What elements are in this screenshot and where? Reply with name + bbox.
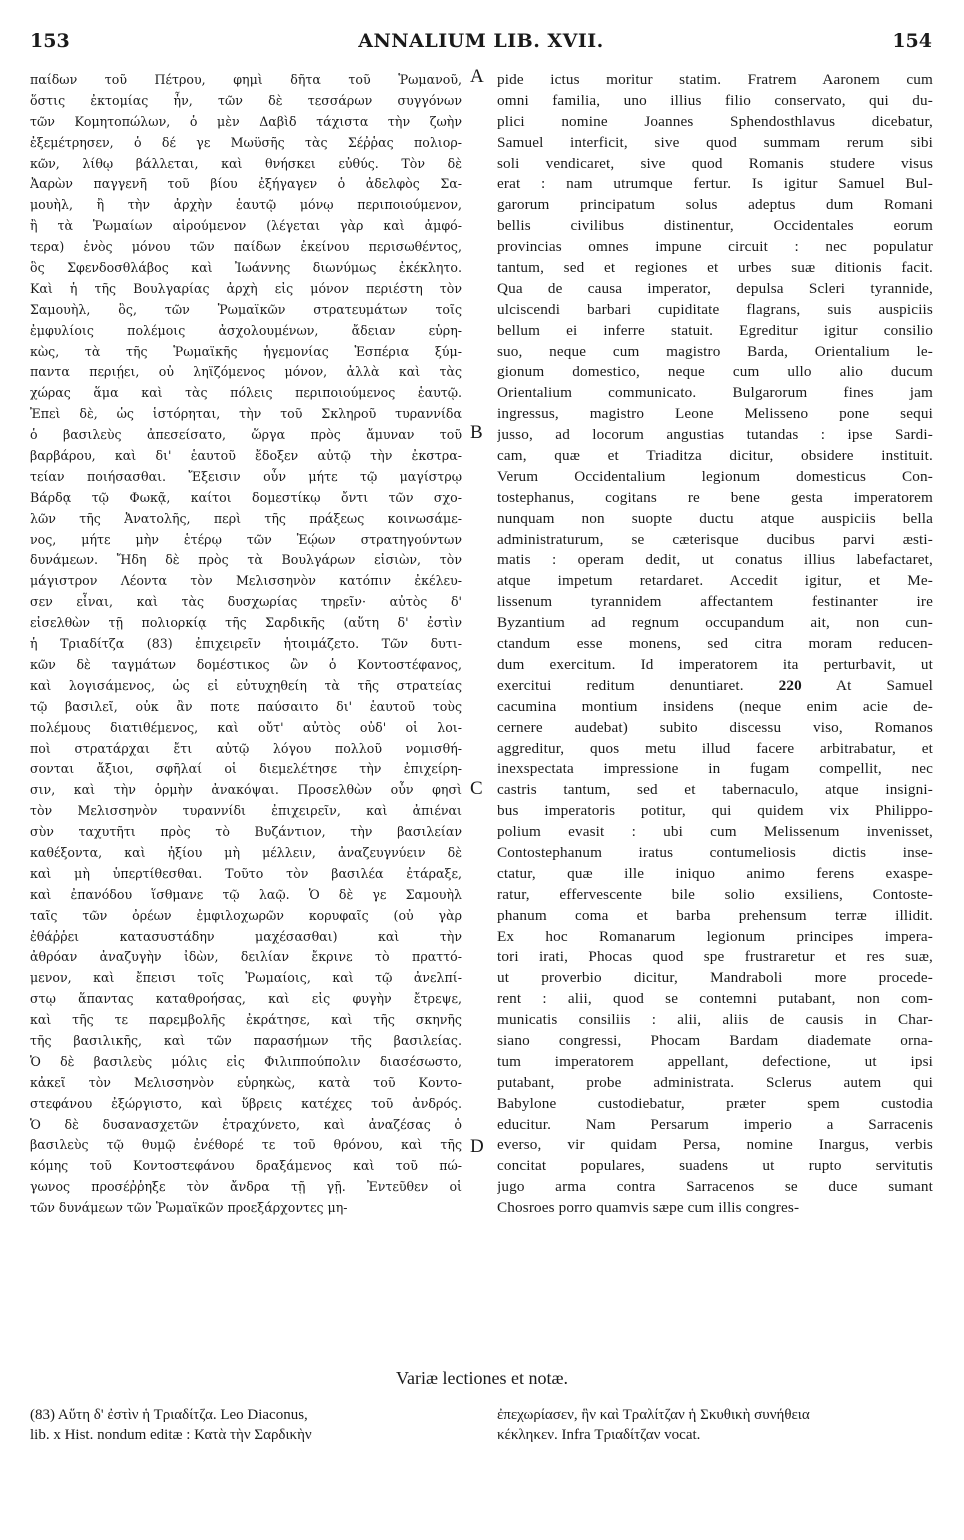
text-line: Βάρδᾳ τῷ Φωκᾷ, καίτοι δομεστίκῳ ὄντι τῶν σχο- — [30, 489, 462, 505]
text-line: everso, vir quidam Persa, nomine Inargus, verbis — [497, 1136, 933, 1154]
text-line: κἀκεῖ τὸν Μελισσηνὸν εὑρηκὼς, κατὰ τοῦ Κοντο- — [30, 1074, 462, 1090]
text-line: garorum principatum solus adeptus dum Romani — [497, 196, 933, 214]
text-line: ὅστις ἐκτομίας ἦν, τῶν δὲ τεσσάρων συγγόνων — [30, 92, 462, 108]
text-line: τερα) ἑνὸς μόνου τῶν παίδων ἐκείνου περισωθέντος, — [30, 239, 462, 255]
left-page-number: 153 — [30, 30, 70, 52]
text-line: ὁ βασιλεὺς ἀπεσείσατο, ὥργα πρὸς ἄμυναν τοῦ — [30, 427, 462, 443]
text-line: ἐξεμέτρησεν, ὁ δέ γε Μωϋσῆς τὰς Σέῤῥας πολιορ- — [30, 134, 462, 150]
text-line: putabant, probe administrata. Sclerus autem qui — [497, 1073, 933, 1091]
text-line: Ἐπεὶ δὲ, ὡς ἱστόρηται, τὴν τοῦ Σκληροῦ τυραννίδα — [30, 406, 462, 422]
text-line: Ὁ δὲ δυσανασχετῶν ἐτραχύνετο, καὶ ἀναζέσας ὁ — [30, 1116, 462, 1132]
text-line: ποὶ στρατάρχαι ἔτι αὐτῷ λόγου πολλοῦ νομισθή- — [30, 740, 462, 756]
text-line: κόμης τοῦ Κοντοστεφάνου δραξάμενος καὶ τοῦ πώ- — [30, 1158, 462, 1174]
text-line: erat : nam utrumque fertur. Is igitur Samuel Bul- — [497, 175, 933, 193]
text-line: Qua de causa imperator, depulsa Scleri tyrannide, — [497, 279, 933, 297]
text-line: παίδων τοῦ Πέτρου, φημὶ δῆτα τοῦ Ῥωμανοῦ, — [30, 72, 462, 87]
note-line: ἐπεχωρίασεν, ἣν καὶ Τραλίτζαν ἡ Σκυθικὴ συνήθεια — [497, 1407, 810, 1423]
text-line — [497, 676, 933, 697]
text-line: σεν εἶναι, καὶ τὰς δυσχωρίας τηρεῖν· αὐτὸς δ' — [30, 594, 462, 610]
text-line: στῳ ἅπαντας καταθροήσας, καὶ εἰς φυγὴν ἔτρεψε, — [30, 991, 462, 1007]
text-line: σονται ἄξιοι, σφῆλαί οἱ διεμελέτησε τὴν ἐπιχείρη- — [30, 761, 462, 777]
text-line: λῶν τῆς Ἀνατολῆς, περὶ τῆς πράξεως κοινωσάμε- — [30, 510, 462, 526]
text-line: concitat populares, suadens ut rupto servitutis — [497, 1157, 933, 1175]
note-line: κέκληκεν. Infra Τριαδίτζαν vocat. — [497, 1427, 701, 1443]
text-line: καὶ μὴ ὑπερτίθεσθαι. Τοῦτο τὸν βασιλέα ἐτάραξε, — [30, 865, 462, 881]
text-line: tum imperatorem appellant, defectione, ut ipsi — [497, 1052, 933, 1070]
text-line: εἰσελθὼν τῇ πολιορκίᾳ τῆς Σαρδικῆς (αὕτη δ' ἐστὶν — [30, 615, 462, 631]
text-line: στεφάνου ἐξώργιστο, καὶ ὕβρεις κατέχες τοῦ ἀνδρός. — [30, 1095, 462, 1111]
text-line: τῶν δυνάμεων τῶν Ῥωμαϊκῶν προεξάρχοντες μη- — [30, 1200, 348, 1216]
text-line: phanum coma et barba prehensum terræ illidit. — [497, 906, 933, 924]
text-line: siano congressi, Phocam Bardam diademate orna- — [497, 1031, 933, 1049]
text-line: matis : operam dedit, ut conatus illius labefactaret, — [497, 551, 933, 569]
text-line: cam, quæ et Triaditza dicitur, obsidere instituit. — [497, 447, 933, 465]
text-line: Orientalium communicato. Bulgarorum fines jam — [497, 384, 933, 402]
notes-title: Variæ lectiones et notæ. — [396, 1368, 568, 1388]
text-line: καὶ λογισάμενος, ὡς εἰ εὐτυχηθείη τὰ τῆς στρατείας — [30, 677, 462, 693]
text-line: tantum, sed et regiones et urbes suæ ditionis facit. — [497, 259, 933, 277]
text-line: καὶ ἐπανόδου ἵσθμανε τῷ λαῷ. Ὁ δὲ γε Σαμουὴλ — [30, 886, 462, 902]
text-line: ταῖς τῶν ὀρέων ἐμφιλοχωρῶν κορυφαῖς (οὐ γὰρ — [30, 907, 462, 923]
margin-marker-c: C — [470, 778, 483, 799]
text-line: Verum Occidentalium legionum domesticus Con- — [497, 467, 933, 485]
text-line: Babylone custodiebatur, præter spem custodia — [497, 1094, 933, 1112]
text-line: τῆς βασιλικῆς, καὶ τῶν παρασήμων τῆς βασιλείας. — [30, 1032, 462, 1048]
text-line: τείαν ποιήσασθαι. Ἔξεισιν οὖν μήτε τῷ μαγίστρῳ — [30, 468, 462, 484]
running-title: ANNALIUM LIB. XVII. — [358, 30, 604, 52]
text-line-part: At Samuel — [801, 676, 933, 694]
text-line: γωνος προσέῤῥηξε τὸν ἄνδρα τῇ γῇ. Ἐντεῦθεν οἱ — [30, 1179, 462, 1195]
text-line: bus imperatoris potitur, qui quidem vix Philippo- — [497, 802, 933, 820]
text-line: dum exercitum. Id imperatorem ita perturbavit, ut — [497, 655, 933, 673]
latin-text-column — [497, 70, 933, 1219]
text-line: ctandum esse monens, sed citra moram reducen- — [497, 635, 933, 653]
text-line: Σαμουὴλ, ὃς, τῶν Ῥωμαϊκῶν στρατευμάτων τοῖς — [30, 301, 462, 317]
text-line: aggreditur, quos metu illud facere arbitrabatur, et — [497, 739, 933, 757]
text-line: cacumina montium insidens (neque enim acie de- — [497, 697, 933, 715]
text-line: jusso, ad locorum angustias tutandas : ipse Sardi- — [497, 426, 933, 444]
text-line: ἐθάῤῥει κατασυστάδην μαχέσασθαι) καὶ τὴν — [30, 928, 462, 944]
text-line: pide ictus moritur statim. Fratrem Aaronem cum — [497, 71, 933, 88]
text-line: τὸν Μελισσηνὸν τυραννίδι ἐπιχειρεῖν, καὶ ἀπιέναι — [30, 803, 462, 819]
text-line: ἀθρόαν ἀναζυγὴν ἰδὼν, δειλίαν ἔκρινε τὸ πραττό- — [30, 949, 462, 965]
page-header — [30, 30, 932, 60]
text-line: κὼς, τὰ τῆς Ῥωμαϊκῆς ἡγεμονίας Ἑσπέρια ξύμ- — [30, 343, 462, 359]
text-line: βασιλεὺς τῷ θυμῷ ἐνέθορέ τε τοῦ θρόνου, καὶ τῆς — [30, 1137, 462, 1153]
text-line: Ὁ δὲ βασιλεὺς μόλις εἰς Φιλιππούπολιν διασέσωστο, — [30, 1053, 462, 1069]
text-line: lissenum tyrannidem affectantem festinanter ire — [497, 593, 933, 611]
text-line: cernere audebat) subito discessu viso, Romanos — [497, 718, 933, 736]
text-line: tostephanus, cogitans re bene gesta imperatorem — [497, 488, 933, 506]
text-line: σιν, καὶ τὴν ὁρμὴν ἀνακόψαι. Προσελθὼν οὖν φησὶ — [30, 782, 462, 798]
text-line: σὺν ταχυτῆτι πρὸς τὸ Βυζάντιον, τὴν βασιλείαν — [30, 824, 462, 840]
text-line-part: exercitui reditum denuntiaret. — [497, 676, 779, 694]
text-line: χώρας ἅμα καὶ τὰς πόλεις περιποιούμενος ἑαυτῷ. — [30, 385, 462, 401]
text-line: plici nomine Joannes Sphendosthlavus dicebatur, — [497, 112, 933, 130]
margin-marker-d: D — [470, 1136, 484, 1157]
text-line: suo, neque cum magistro Barda, Orientalium le- — [497, 342, 933, 360]
text-line: τῷ βασιλεῖ, οὐκ ἂν ποτε παύσαιτο δι' ἑαυτοῦ τοὺς — [30, 698, 462, 714]
text-line: Ἀαρὼν παγγενῆ τοῦ βίου ἐξήγαγεν ὁ ἀδελφὸς Σα- — [30, 176, 462, 192]
text-line: gionum domestico, neque cum ullo alio ducum — [497, 363, 933, 381]
text-line: Contostephanum iratus contumeliosis dictis inse- — [497, 843, 933, 861]
text-line: Samuel interficit, sive quod summam rerum sibi — [497, 133, 933, 151]
text-line: καθέξοντα, καὶ ἠξίου μὴ μέλλειν, ἀναζευγνύειν δὲ — [30, 844, 462, 860]
text-line: Ex hoc Romanarum legionum principes impera- — [497, 927, 933, 945]
section-number: 220 — [778, 676, 802, 694]
text-line: ut proverbio dicitur, Mandraboli more procede- — [497, 969, 933, 987]
text-line: μάγιστρον Λέοντα τὸν Μελισσηνὸν κατόπιν ἐκέλευ- — [30, 573, 462, 589]
text-line: inexspectata impressione in fugam compellit, nec — [497, 760, 933, 778]
text-line: polium evasit : ubi cum Melissenum invenisset, — [497, 823, 933, 841]
text-line: ἐμφυλίοις πολέμοις ἀσχολουμένων, ἄδειαν εὑρη- — [30, 322, 462, 338]
text-line: atque impetum retardaret. Accedit igitur, et Me- — [497, 572, 933, 590]
text-line: nunquam non suopte ductu atque auspiciis bella — [497, 509, 933, 527]
text-line: soli vendicaret, sive quod Romanis studere visus — [497, 154, 933, 172]
text-line: κῶν δὲ ταγμάτων δομέστικος ὢν ὁ Κοντοστέφανος, — [30, 656, 462, 672]
text-line: μενον, καὶ ἔπεισι τοῖς Ῥωμαίοις, καὶ τῷ ἀνελπί- — [30, 970, 462, 986]
text-line: παντα περιῄει, οὐ ληϊζόμενος μόνον, ἀλλὰ καὶ τὰς — [30, 364, 462, 380]
text-line: πολέμους διατιθέμενος, καὶ οὔτ' αὐτὸς οὐδ' οἱ λοι- — [30, 719, 462, 735]
text-line: βαρβάρου, καὶ δι' ἑαυτοῦ ἔδοξεν αὐτῷ τὴν ἐκστρα- — [30, 448, 462, 464]
text-line: ὃς Σφενδοσθλάβος καὶ Ἰωάννης διωνύμως ἐκέκλητο. — [30, 260, 462, 276]
text-line: bellum ei inferre statuit. Egreditur igitur consilio — [497, 321, 933, 339]
margin-marker-a: A — [470, 66, 484, 87]
margin-marker-b: B — [470, 422, 483, 443]
greek-text-column — [30, 70, 462, 1219]
text-line: νος, μήτε μὴν ἑτέρῳ τῶν Ἐῴων στρατηγούντων — [30, 531, 462, 547]
text-line: rent : alii, quod se contemni putabant, non com- — [497, 990, 933, 1008]
text-line: ulciscendi barbari cupiditate flagrans, suis auspiciis — [497, 300, 933, 318]
text-line: castris tantum, sed et tabernaculo, atque insigni- — [497, 781, 933, 799]
notes-left-column — [30, 1405, 470, 1445]
text-line: καὶ τῆς τε παρεμβολῆς ἐκράτησε, καὶ τῆς σκηνῆς — [30, 1012, 462, 1028]
text-line: τῶν Κομητοπώλων, ὁ μὲν Δαβὶδ τάχιστα τὴν ζωὴν — [30, 113, 462, 129]
text-line: κῶν, λίθῳ βάλλεται, καὶ θνήσκει εὐθύς. Τὸν δὲ — [30, 155, 462, 171]
text-line: omni familia, uno illius filio conservato, qui du- — [497, 91, 933, 109]
text-line: administraturum, se cæterisque ducibus parvi æsti- — [497, 530, 933, 548]
text-line: tori irati, Phocas quod spe frustraretur et res suæ, — [497, 948, 933, 966]
right-page-number: 154 — [892, 30, 932, 52]
text-line: Byzantium ad regnum occupandum ait, non cun- — [497, 614, 933, 632]
text-line: ἢ τὰ Ῥωμαίων αἱρούμενον (λέγεται γὰρ καὶ ἀμφό- — [30, 218, 462, 234]
text-line: educitur. Nam Persarum imperio a Sarracenis — [497, 1115, 933, 1133]
text-line: municatis consiliis : alii, aliis de causis in Char- — [497, 1011, 933, 1029]
text-line: provincias omnes impune circuit : nec populatur — [497, 238, 933, 256]
text-line: jugo arma contra Sarracenos se duce sumant — [497, 1178, 933, 1196]
text-line: ctatur, quæ ille iniquo animo ferens exaspe- — [497, 864, 933, 882]
text-line: Chosroes porro quamvis sæpe cum illis congres- — [497, 1199, 800, 1217]
text-line: μουὴλ, ἢ τὴν ἀρχὴν ἑαυτῷ μόνῳ περιποιούμενον, — [30, 197, 462, 213]
notes-right-column — [497, 1405, 933, 1445]
text-line: ἡ Τριαδίτζα (83) ἐπιχειρεῖν ἡτοιμάζετο. Τῶν δυτι- — [30, 636, 462, 652]
text-line: ingressus, magistro Leone Melisseno pone sequi — [497, 405, 933, 423]
text-line: bellis civilibus distinentur, Occidentales eorum — [497, 217, 933, 235]
text-line: δυνάμεων. Ἤδη δὲ πρὸς τὰ Βουλγάρων εἰσιὼν, τὸν — [30, 552, 462, 568]
note-line: (83) Αὕτη δ' ἐστὶν ἡ Τριαδίτζα. Leo Diaconus, — [30, 1407, 308, 1423]
text-line: ratur, effervescente bile solio exsiliens, Contoste- — [497, 885, 933, 903]
text-line: Καὶ ἡ τῆς Βουλγαρίας ἀρχὴ εἰς μόνον περιέστη τὸν — [30, 280, 462, 296]
note-line: lib. x Hist. nondum editæ : Κατὰ τὴν Σαρδικὴν — [30, 1427, 312, 1443]
